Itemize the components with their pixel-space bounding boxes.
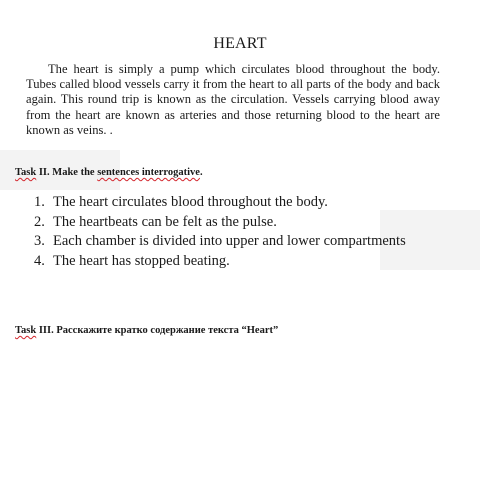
- list-item: [34, 213, 406, 233]
- task-3-text: Расскажите кратко содержание текста “Heart”: [56, 325, 279, 336]
- task-3-number: III.: [38, 325, 54, 336]
- list-item-text: Each chamber is divided into upper and lower compartments: [53, 233, 406, 249]
- list-item: [34, 232, 406, 252]
- task-2-period: .: [199, 167, 203, 178]
- task-2-heading: [15, 167, 203, 178]
- list-item-number: 3.: [34, 233, 45, 249]
- list-item: [34, 252, 406, 272]
- task-2-number: II.: [38, 167, 50, 178]
- list-item-number: 2.: [34, 213, 45, 230]
- list-item-text: The heart has stopped beating.: [53, 252, 230, 269]
- task-2-word: Task: [15, 167, 37, 178]
- list-item: [34, 193, 406, 213]
- task-2-text: Make the: [52, 167, 95, 178]
- list-item-text: The heart circulates blood throughout the body.: [53, 194, 328, 210]
- page-title: HEART: [213, 35, 267, 52]
- body-paragraph: The heart is simply a pump which circulates blood throughout the body. Tubes called blood vessels carry it from the heart to all parts of the body and back again. This round trip is known as the circulation. Vessels carrying blood away from the heart are known as arteries and those returning blood to the heart are known as veins. .: [26, 62, 440, 137]
- sentence-list: [34, 193, 406, 271]
- list-item-text: The heartbeats can be felt as the pulse.: [53, 213, 277, 230]
- list-item-number: 1.: [34, 194, 45, 210]
- task-3-heading: [15, 325, 278, 336]
- task-2-underlined-text: sentences interrogative: [97, 167, 200, 178]
- task-3-word: Task: [15, 325, 37, 336]
- list-item-number: 4.: [34, 252, 45, 269]
